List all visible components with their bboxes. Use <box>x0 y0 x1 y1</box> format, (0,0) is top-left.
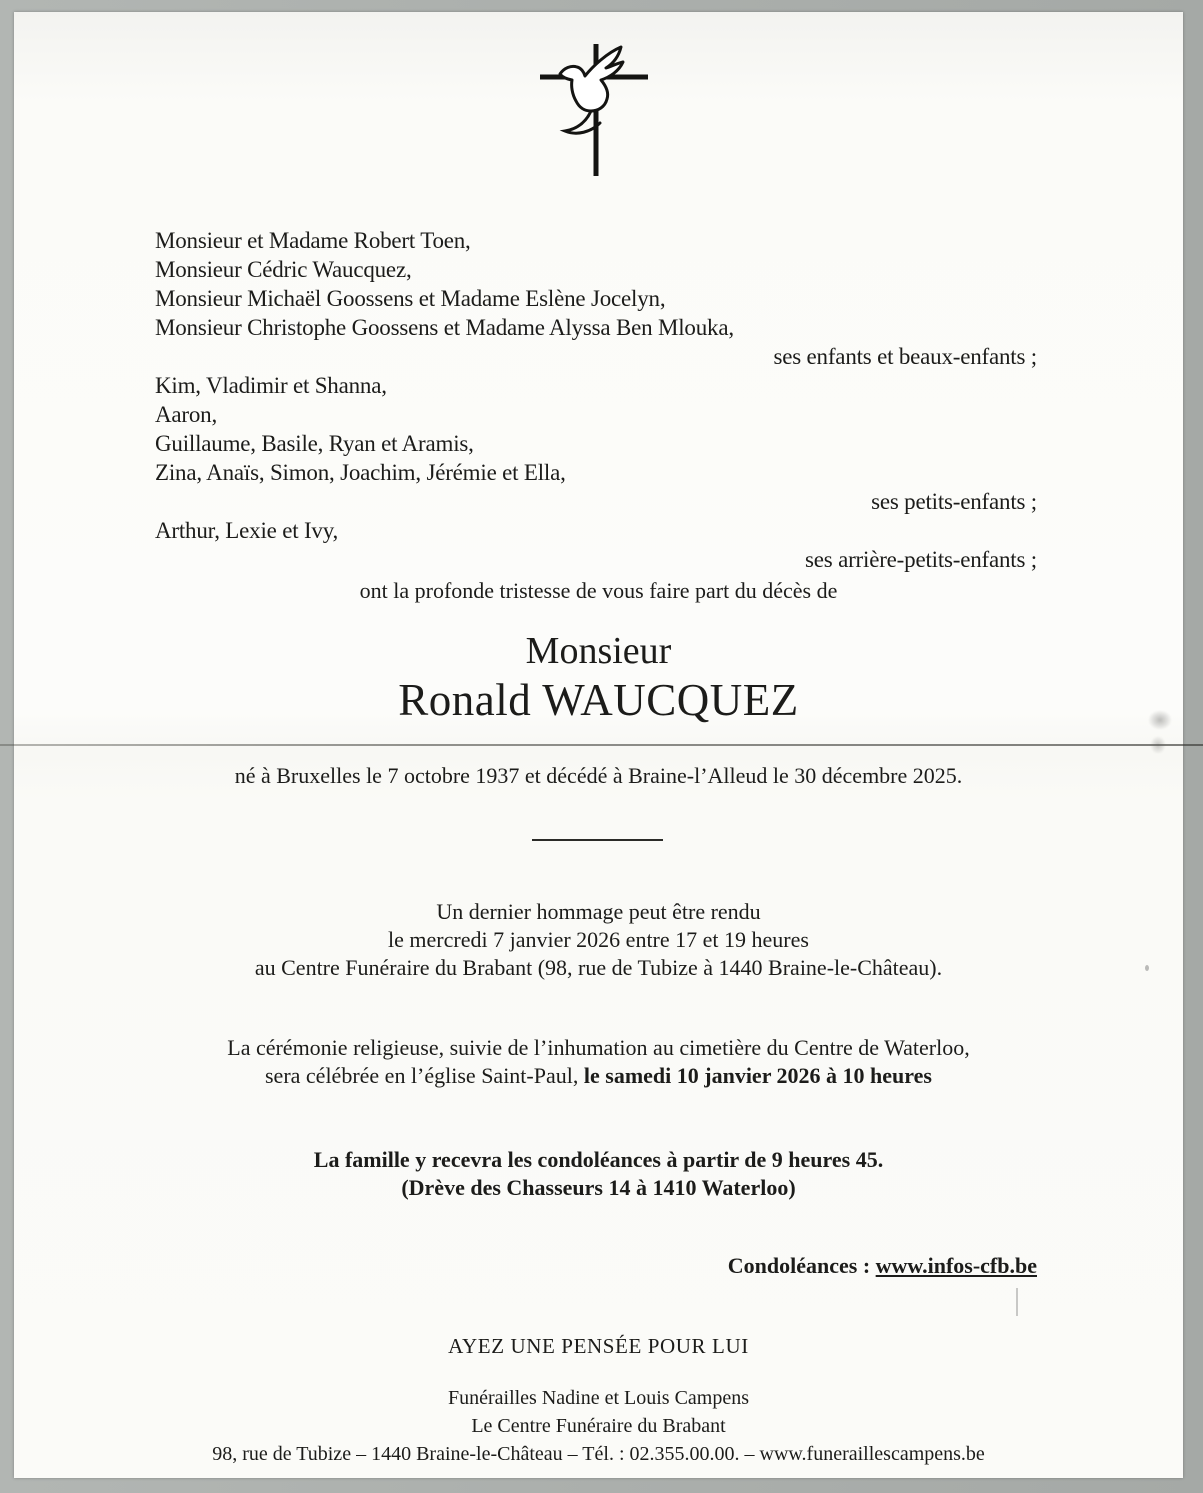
scan-artifact <box>1016 1288 1018 1316</box>
family-line: Guillaume, Basile, Ryan et Aramis, <box>155 431 474 456</box>
online-condolences-line <box>728 1253 1037 1279</box>
closing-motto: AYEZ UNE PENSÉE POUR LUI <box>448 1334 749 1358</box>
reception-line: La famille y recevra les condoléances à partir de 9 heures 45. <box>313 1147 884 1172</box>
funeral-home-footer <box>14 1384 1183 1468</box>
tribute-line: le mercredi 7 janvier 2026 entre 17 et 19 heures <box>388 927 809 952</box>
family-line: Monsieur Cédric Waucquez, <box>155 257 412 282</box>
announcement-intro: ont la profonde tristesse de vous faire part du décès de <box>359 578 838 603</box>
ceremony-line <box>14 1062 1183 1090</box>
condolences-label: Condoléances : <box>727 1253 876 1278</box>
scan-artifact <box>1145 965 1149 971</box>
family-line: Monsieur Michaël Goossens et Madame Eslène Jocelyn, <box>155 286 666 311</box>
condolence-reception-section <box>14 1146 1183 1202</box>
reception-line: (Drève des Chasseurs 14 à 1410 Waterloo) <box>401 1175 796 1200</box>
relation-label-grandchildren: ses petits-enfants ; <box>871 489 1037 514</box>
family-names-section <box>155 226 1037 574</box>
family-line: Zina, Anaïs, Simon, Joachim, Jérémie et Ella, <box>155 460 566 485</box>
family-line: Aaron, <box>155 402 218 427</box>
footer-line: 98, rue de Tubize – 1440 Braine-le-Château – Tél. : 02.355.00.00. – www.funeraillescampens.be <box>212 1443 985 1465</box>
condolences-website-link: www.infos-cfb.be <box>875 1253 1037 1278</box>
family-line: Monsieur et Madame Robert Toen, <box>155 228 471 253</box>
deceased-title: Monsieur <box>525 630 672 672</box>
scan-artifact <box>1150 736 1166 754</box>
ceremony-section <box>14 1034 1183 1090</box>
paper-fold-line <box>0 744 1203 746</box>
relation-label-children: ses enfants et beaux-enfants ; <box>773 344 1037 369</box>
footer-line: Le Centre Funéraire du Brabant <box>471 1415 726 1437</box>
tribute-line: au Centre Funéraire du Brabant (98, rue de Tubize à 1440 Braine-le-Château). <box>254 955 943 980</box>
cross-dove-icon <box>474 30 724 182</box>
ceremony-text: sera célébrée en l’église Saint-Paul, <box>265 1063 584 1088</box>
last-tribute-section <box>14 898 1183 982</box>
section-divider <box>532 839 663 841</box>
ceremony-line: La cérémonie religieuse, suivie de l’inhumation au cimetière du Centre de Waterloo, <box>227 1035 970 1060</box>
footer-line: Funérailles Nadine et Louis Campens <box>447 1387 750 1409</box>
family-line: Monsieur Christophe Goossens et Madame Alyssa Ben Mlouka, <box>155 315 734 340</box>
relation-label-great-grandchildren: ses arrière-petits-enfants ; <box>805 547 1037 572</box>
deceased-name: Ronald WAUCQUEZ <box>398 675 799 725</box>
scan-artifact <box>1148 710 1172 730</box>
ceremony-date-bold: le samedi 10 janvier 2026 à 10 heures <box>583 1063 932 1088</box>
family-line: Kim, Vladimir et Shanna, <box>155 373 387 398</box>
tribute-line: Un dernier hommage peut être rendu <box>436 899 761 924</box>
birth-death-line: né à Bruxelles le 7 octobre 1937 et décédé à Braine-l’Alleud le 30 décembre 2025. <box>234 763 963 788</box>
family-line: Arthur, Lexie et Ivy, <box>155 518 339 543</box>
